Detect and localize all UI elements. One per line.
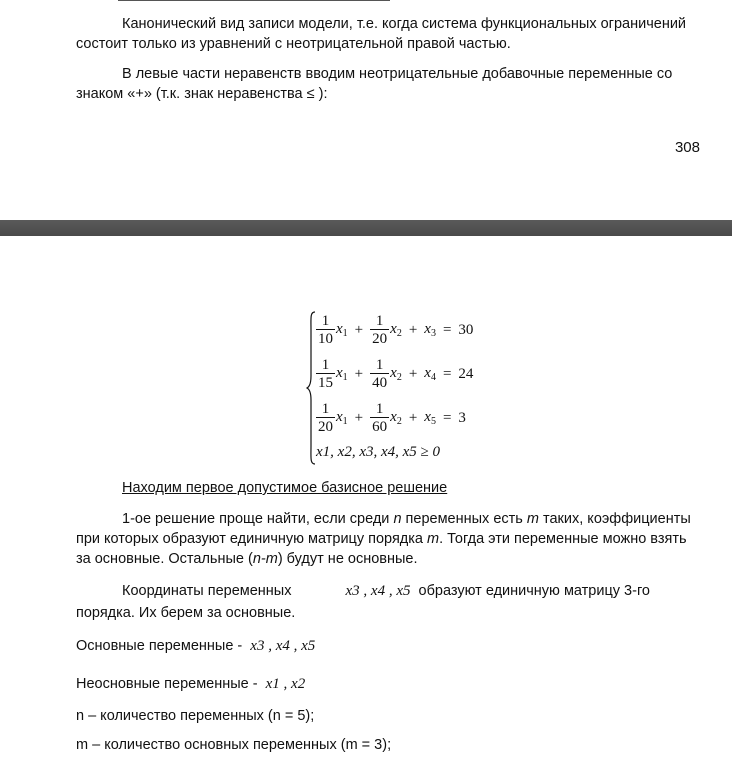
section-heading: Находим первое допустимое базисное решение [122, 480, 448, 496]
coef-fraction: $\frac{1}{40}$ [372, 356, 388, 391]
left-brace-icon [306, 310, 316, 466]
basic-variables-line: Основные переменные - x3 , x4 , x5 [76, 636, 696, 656]
rhs-value: 24 [458, 365, 474, 382]
n-definition-line: n – количество переменных (n = 5); [76, 708, 315, 724]
top-underline-remnant [118, 0, 390, 1]
coef-fraction: $\frac{1}{20}$ [372, 312, 388, 347]
coef-fraction: $\frac{1}{60}$ [372, 400, 388, 435]
equation-system [306, 310, 506, 466]
equation-row-1: $\frac{1}{10}$ $x_1$ + $\frac{1}{20}$ $x_2$ + $x_3$ = 30 [318, 312, 474, 347]
equation-row-2: $\frac{1}{15}$ $x_1$ + $\frac{1}{40}$ $x_2$ + $x_4$ = 24 [318, 356, 474, 391]
coef-fraction: $\frac{1}{10}$ [318, 312, 333, 347]
rhs-value: 30 [458, 321, 474, 338]
coef-fraction: $\frac{1}{20}$ [318, 400, 333, 435]
equation-row-3: $\frac{1}{20}$ $x_1$ + $\frac{1}{60}$ $x_2$ + $x_5$ = 3 [318, 400, 466, 435]
coordinates-paragraph: Координаты переменных x3 , x4 , x5 образуют единичную матрицу 3-го порядка. Их берем за основные. [76, 580, 696, 624]
basic-vars-list: x3 , x4 , x5 [250, 638, 316, 654]
nonnegativity-constraint: x1, x2, x3, x4, x5 ≥ 0 [316, 444, 441, 460]
rhs-value: 3 [458, 409, 466, 426]
m-definition-line: m – количество основных переменных (m = 3); [76, 737, 392, 753]
previous-page [0, 0, 732, 220]
nonbasic-variables-line: Неосновные переменные - x1 , x2 [76, 674, 696, 694]
coef-fraction: $\frac{1}{15}$ [318, 356, 333, 391]
page-number: 308 [674, 139, 700, 156]
first-solution-paragraph: 1-ое решение проще найти, если среди n переменных есть m таких, коэффициенты при которых образуют единичную матрицу порядка m. Тогда эти переменные можно взять за основные. Остальные (n-m) будут не основные. [76, 511, 691, 567]
nonbasic-vars-list: x1 , x2 [265, 676, 306, 692]
page-separator [0, 220, 732, 236]
canonical-form-paragraph: Канонический вид записи модели, т.е. когда система функциональных ограничений состоит только из уравнений с неотрицательной правой частью. [76, 16, 687, 52]
slack-variables-paragraph: В левые части неравенств вводим неотрицательные добавочные переменные со знаком «+» (т.к. знак неравенства ≤ ): [76, 66, 673, 102]
basic-vars-inline: x3 , x4 , x5 [345, 583, 411, 599]
